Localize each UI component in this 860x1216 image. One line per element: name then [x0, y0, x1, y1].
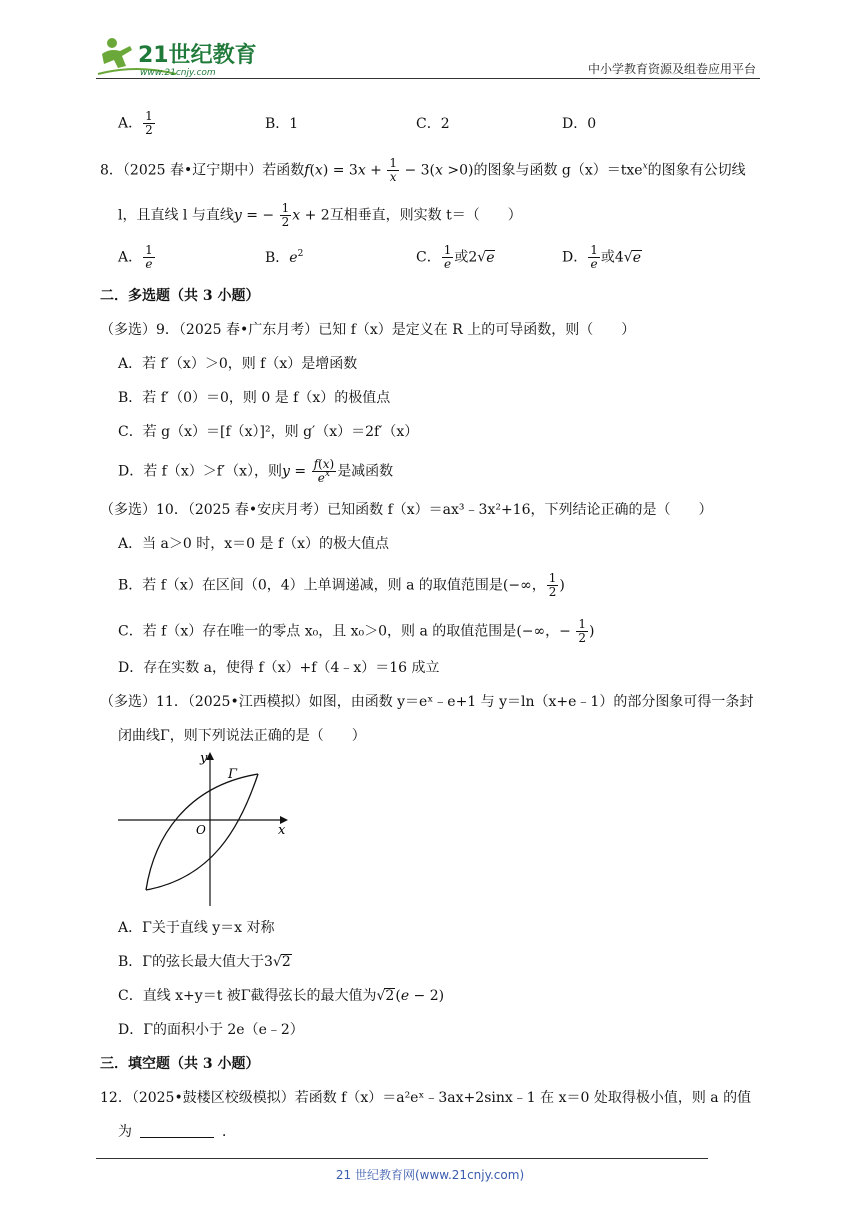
q7-option-b: B．1	[265, 116, 299, 132]
q10-option-b: B．若 f（x）在区间（0，4）上单调递减，则 a 的取值范围是(−∞， $\frac{1}{2}$ )	[118, 571, 565, 599]
q7-option-a: A． $\frac{1}{2}$	[118, 109, 153, 137]
platform-name: 中小学教育资源及组卷应用平台	[587, 62, 756, 76]
q10-option-a: A．当 a＞0 时，x＝0 是 f（x）的极大值点	[118, 536, 390, 552]
q7-option-c: C．2	[416, 116, 450, 132]
footer-divider	[96, 1158, 708, 1159]
q12-stem-line2: 为 ．	[118, 1124, 236, 1140]
q11-option-d: D．Γ的面积小于 2e（e﹣2）	[118, 1022, 304, 1038]
q10-option-c: C．若 f（x）存在唯一的零点 x₀，且 x₀＞0，则 a 的取值范围是(−∞，− $\frac{1}{2}$ )	[118, 617, 595, 645]
q7-option-d: D．0	[562, 116, 597, 132]
logo-21cnjy	[96, 34, 266, 80]
q9-option-d: D．若 f（x）＞f′（x），则y = $\frac{f(x)}{e^x}$ 是减函数	[118, 457, 394, 485]
q9-option-a: A．若 f′（x）＞0，则 f（x）是增函数	[118, 356, 358, 372]
q12-stem: 12．（2025•鼓楼区校级模拟）若函数 f（x）＝a²eˣ﹣3ax+2sinx﹣1 在 x＝0 处取得极小值，则 a 的值	[100, 1090, 752, 1106]
section-heading-multi-choice: 二．多选题（共 3 小题）	[100, 288, 260, 304]
footer-link[interactable]: 21 世纪教育网(www.21cnjy.com)	[335, 1168, 525, 1182]
svg-text:O: O	[196, 823, 206, 837]
q11-option-a: A．Γ关于直线 y＝x 对称	[118, 920, 275, 936]
q8-option-c: C． $\frac{1}{e}$ 或2√e	[416, 243, 495, 271]
svg-text:21世纪教育: 21世纪教育	[138, 43, 257, 68]
section-heading-fill-blank: 三．填空题（共 3 小题）	[100, 1056, 260, 1072]
q10-stem: （多选）10．（2025 春•安庆月考）已知函数 f（x）＝ax³﹣3x²+16，下列结论正确的是（ ）	[100, 502, 713, 518]
q8-option-d: D． $\frac{1}{e}$ 或4√e	[562, 243, 641, 271]
svg-text:x: x	[278, 823, 286, 838]
svg-text:Γ: Γ	[228, 767, 238, 782]
q11-stem-line2: 闭曲线Γ，则下列说法正确的是（ ）	[118, 728, 366, 744]
q11-option-c: C．直线 x+y＝t 被Γ截得弦长的最大值为√2(e − 2)	[118, 988, 445, 1004]
q10-option-d: D．存在实数 a，使得 f（x）+f（4﹣x）＝16 成立	[118, 660, 440, 676]
q8-stem: 8．（2025 春•辽宁期中）若函数f(x) = 3x + $\frac{1}{x}$ − 3(x >0)的图象与函数 g（x）＝txe$^x$的图象有公切线	[100, 156, 746, 184]
q8-option-b: B．$e^2$	[265, 249, 304, 266]
header-divider	[96, 78, 760, 79]
svg-text:y: y	[200, 751, 208, 766]
q11-option-b: B．Γ的弦长最大值大于3√2	[118, 954, 291, 970]
q9-option-b: B．若 f′（0）＝0，则 0 是 f（x）的极值点	[118, 390, 391, 406]
q8-option-a: A． $\frac{1}{e}$	[118, 243, 153, 271]
q9-stem: （多选）9．（2025 春•广东月考）已知 f（x）是定义在 R 上的可导函数，则（ ）	[100, 322, 636, 338]
answer-blank[interactable]	[140, 1123, 214, 1138]
svg-text:www.21cnjy.com: www.21cnjy.com	[140, 68, 216, 78]
q8-stem-line2: l，且直线 l 与直线y = − $\frac{1}{2}$ x + 2互相垂直，则实数 t＝（ ）	[118, 201, 522, 229]
q9-option-c: C．若 g（x）＝[f（x）]²，则 g′（x）＝2f′（x）	[118, 424, 419, 440]
closed-curve-figure	[116, 748, 292, 908]
q11-stem-line1: （多选）11．（2025•江西模拟）如图，由函数 y＝eˣ﹣e+1 与 y＝ln（x+e﹣1）的部分图象可得一条封	[100, 694, 754, 710]
